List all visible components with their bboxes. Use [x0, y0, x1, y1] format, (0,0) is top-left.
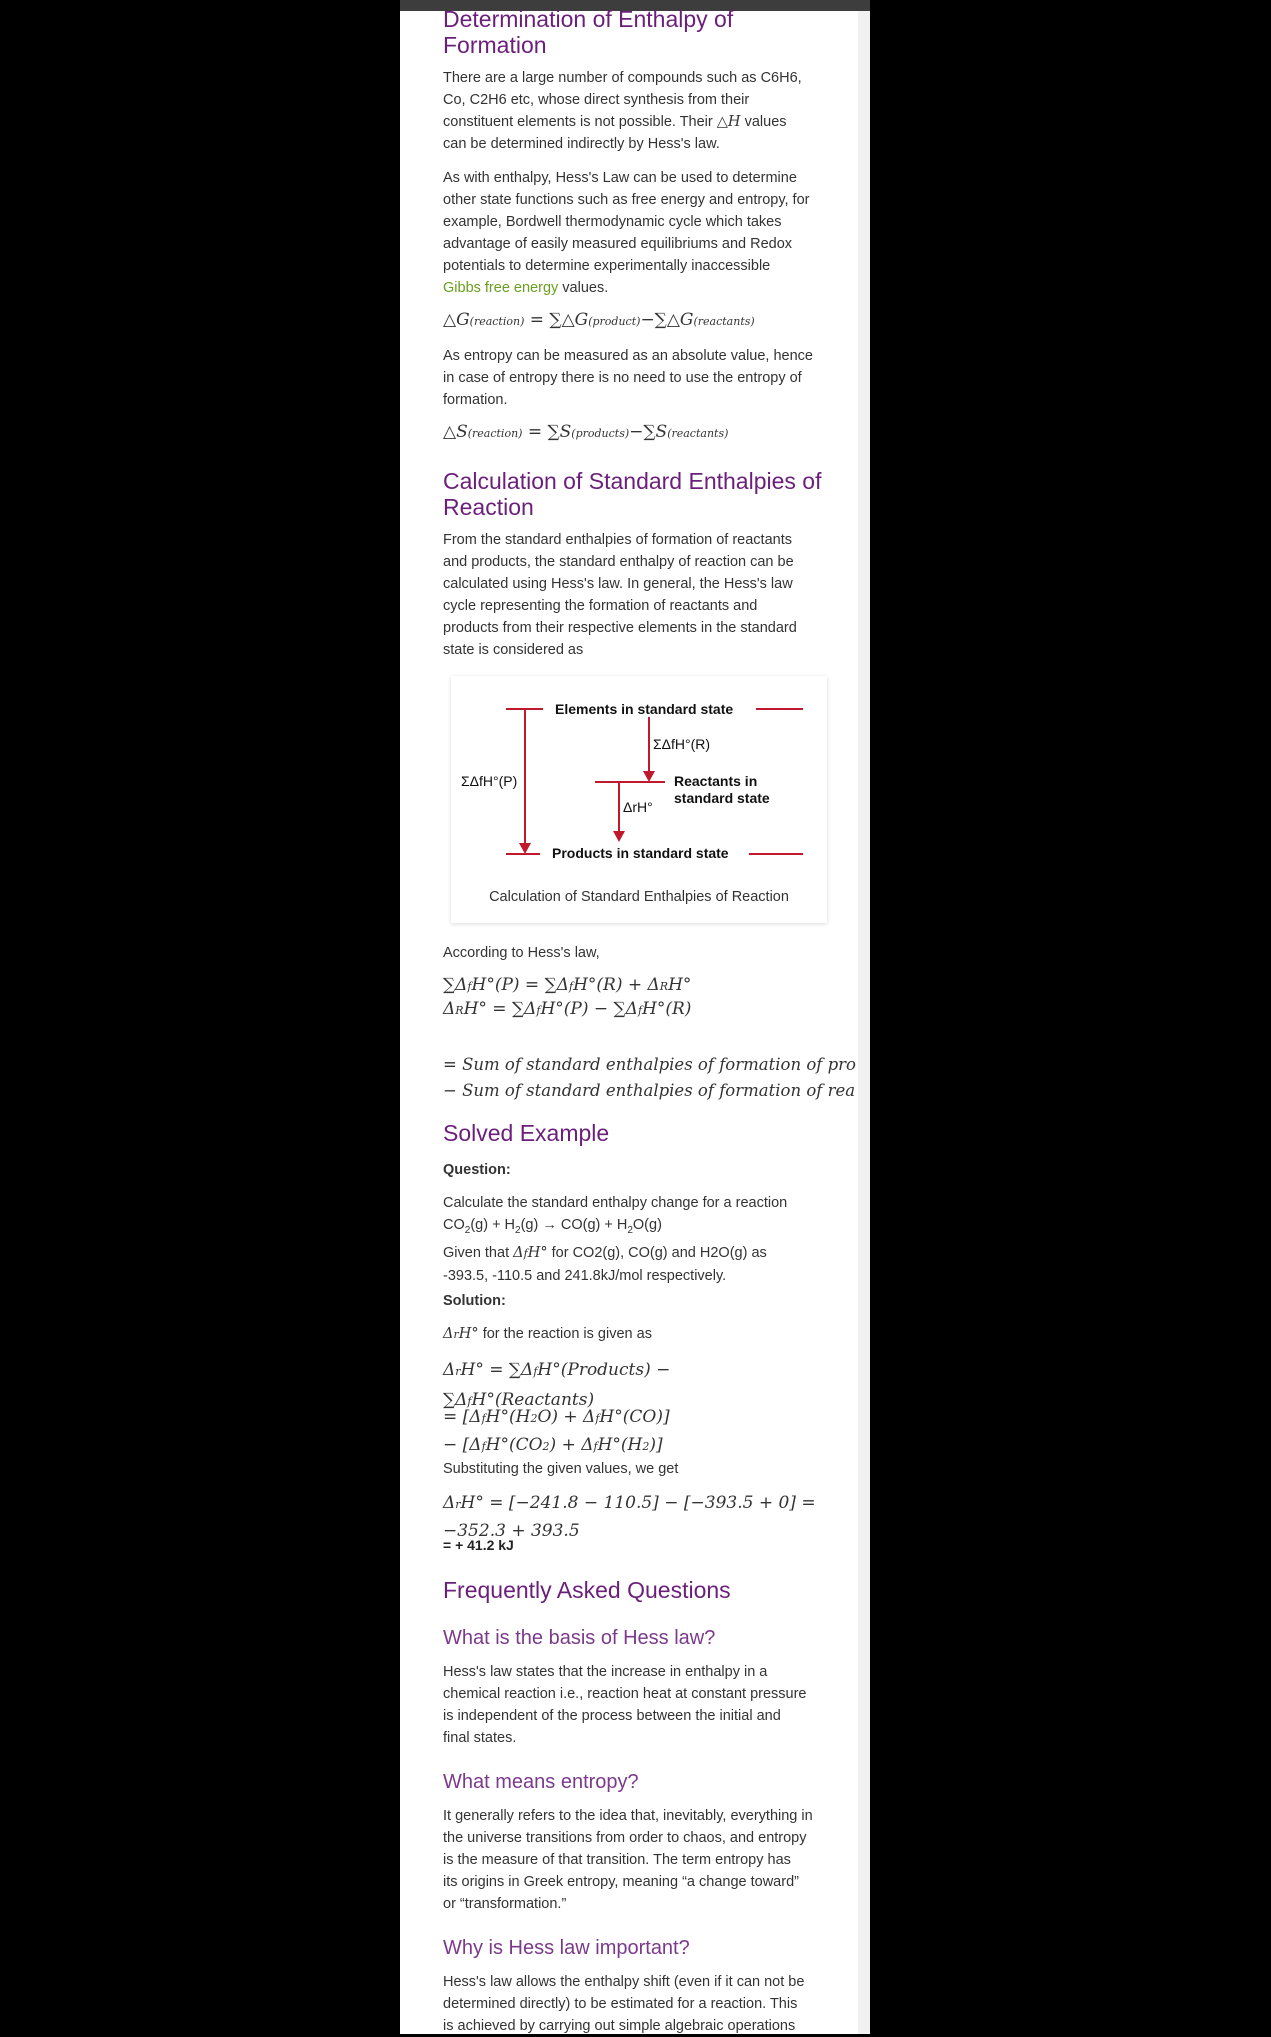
- solution-label: Solution:: [443, 1293, 506, 1309]
- sigma-r-label: ΣΔfH°(R): [653, 736, 711, 752]
- question-label: Question:: [443, 1162, 511, 1178]
- figure-caption: Calculation of Standard Enthalpies of Reaction: [489, 889, 789, 905]
- sum-definitions: = Sum of standard enthalpies of formation of pro − Sum of standard enthalpies of formation of rea: [443, 1055, 856, 1100]
- arrow-p-head: [519, 843, 531, 854]
- arrow-delta-head: [613, 831, 625, 842]
- paragraph-entropy: As entropy can be measured as an absolute value, hence in case of entropy there is no need to use the entropy of formation.: [443, 348, 813, 408]
- enthalpy-cycle-diagram: [451, 676, 827, 881]
- question-text: Calculate the standard enthalpy change for a reaction $CO_2(g) + H_2(g) \to CO(g) + H_2O(g)$ Given that ΔfH° for CO2(g), CO(g) and H2O(g) as -393.5, -110.5 and 241.8kJ/mol respectively.: [443, 1195, 788, 1284]
- result-text: = + 41.2 kJ: [443, 1537, 514, 1553]
- delta-r-label: ΔrH°: [623, 799, 653, 815]
- reactants-label-2: standard state: [674, 790, 770, 806]
- sigma-p-label: ΣΔfH°(P): [461, 773, 518, 789]
- hess-equations: ∑ΔfH°(P) = ∑ΔfH°(R) + ΔRH° ΔRH° = ∑ΔfH°(P) − ∑ΔfH°(R): [443, 975, 692, 1019]
- section-title-solved-example: Solved Example: [443, 1120, 610, 1146]
- entropy-equation: △S(reaction) = ∑S(products)−∑S(reactants): [443, 422, 729, 442]
- gibbs-equation: △G(reaction) = ∑△G(product)−∑△G(reactants): [443, 310, 755, 330]
- section-title-faq: Frequently Asked Questions: [443, 1577, 731, 1603]
- solution-intro: ΔrH° for the reaction is given as: [443, 1326, 652, 1342]
- arrow-r-head: [643, 771, 655, 782]
- faq-question-2[interactable]: What means entropy?: [443, 1771, 639, 1793]
- substituting-text: Substituting the given values, we get: [443, 1461, 679, 1477]
- faq-answer-3: Hess's law allows the enthalpy shift (even if it can not be determined directly) to be estimated for a reaction. This is achieved by carrying out simple algebraic operations: [443, 1974, 805, 2034]
- reactants-label-1: Reactants in: [674, 773, 758, 789]
- section-title-calculation: Calculation of Standard Enthalpies of Reaction: [443, 468, 822, 520]
- enthalpy-cycle-figure: [451, 676, 827, 923]
- section-title-determination: Determination of Enthalpy of Formation: [443, 6, 734, 58]
- paragraph-calculation: From the standard enthalpies of formation of reactants and products, the standard enthalpy of reaction can be calculated using Hess's law. In general, the Hess's law cycle representing the formation of reactants and products from their respective elements in the standard state is considered as: [443, 532, 797, 658]
- substituted-equation: ΔrH° = [−241.8 − 110.5] − [−393.5 + 0] = −352.3 + 393.5: [443, 1493, 816, 1541]
- solution-equation: ΔrH° = ∑ΔfH°(Products) − ∑ΔfH°(Reactants): [443, 1360, 671, 1410]
- according-text: According to Hess's law,: [443, 945, 600, 961]
- paragraph-hess-other-functions: As with enthalpy, Hess's Law can be used to determine other state functions such as free energy and entropy, for example, Bordwell thermodynamic cycle which takes advantage of easily measured equilibriums and Redox potentials to determine experimentally inaccessible Gibbs free energy values.: [443, 170, 810, 296]
- faq-question-3[interactable]: Why is Hess law important?: [443, 1937, 690, 1959]
- scrollbar-track[interactable]: [858, 11, 870, 2034]
- products-label: Products in standard state: [552, 845, 729, 861]
- paragraph-determination: There are a large number of compounds such as C6H6, Co, C2H6 etc, whose direct synthesis from their constituent elements is not possible. Their △H values can be determined indirectly by Hess's law.: [443, 70, 802, 152]
- gibbs-free-energy-link[interactable]: Gibbs free energy: [443, 280, 559, 296]
- faq-answer-1: Hess's law states that the increase in enthalpy in a chemical reaction i.e., reaction heat at constant pressure is independent of the process between the initial and final states.: [443, 1664, 807, 1746]
- elements-label: Elements in standard state: [555, 701, 734, 717]
- faq-answer-2: It generally refers to the idea that, inevitably, everything in the universe transitions from order to chaos, and entropy is the measure of that transition. The term entropy has its origins in Greek entropy, meaning “a change toward” or “transformation.”: [443, 1808, 813, 1912]
- solution-expansion: = [ΔfH°(H2O) + ΔfH°(CO)] − [ΔfH°(CO2) + ΔfH°(H2)]: [443, 1407, 670, 1455]
- faq-question-1[interactable]: What is the basis of Hess law?: [443, 1627, 716, 1649]
